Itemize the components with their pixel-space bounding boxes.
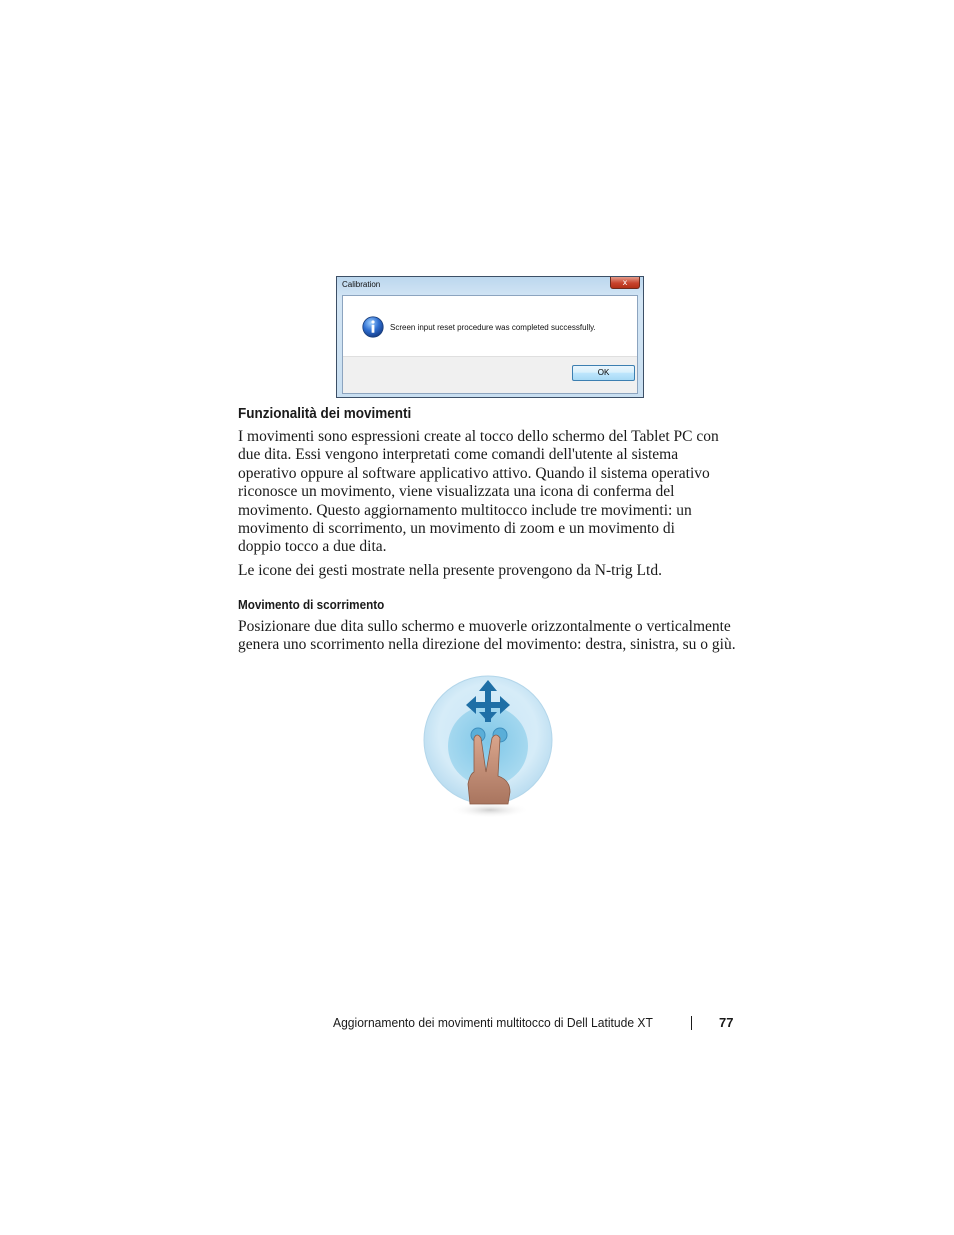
page-number: 77 xyxy=(719,1015,734,1030)
section-paragraph-1 xyxy=(238,428,748,557)
footer-title: Aggiornamento dei movimenti multitocco di Dell Latitude XT xyxy=(333,1015,653,1030)
section-heading: Funzionalità dei movimenti xyxy=(238,405,412,422)
ok-button[interactable]: OK xyxy=(572,365,635,381)
close-button[interactable]: x xyxy=(610,277,640,289)
dialog-button-bar xyxy=(343,356,637,393)
paragraph-line: genera uno scorrimento nella direzione del movimento: destra, sinistra, su o giù. xyxy=(238,636,736,654)
subsection-heading: Movimento di scorrimento xyxy=(238,597,385,612)
paragraph-line: operativo oppure al software applicativo attivo. Quando il sistema operativo xyxy=(238,464,710,482)
section-paragraph-2 xyxy=(238,562,748,580)
paragraph-line: doppio tocco a due dita. xyxy=(238,538,387,556)
two-finger-pan-icon xyxy=(418,672,558,820)
paragraph-line: I movimenti sono espressioni create al tocco dello schermo del Tablet PC con xyxy=(238,428,719,445)
paragraph-line: Posizionare due dita sullo schermo e muoverle orizzontalmente o verticalmente xyxy=(238,618,731,635)
calibration-dialog xyxy=(336,276,644,398)
dialog-title: Calibration xyxy=(342,280,381,289)
dialog-message: Screen input reset procedure was completed successfully. xyxy=(390,323,596,332)
paragraph-line: due dita. Essi vengono interpretati come comandi dell'utente al sistema xyxy=(238,446,679,464)
dialog-client-area xyxy=(342,295,638,394)
paragraph-line: movimento di scorrimento, un movimento di zoom e un movimento di xyxy=(238,520,675,538)
paragraph-line: Le icone dei gesti mostrate nella presente provengono da N-trig Ltd. xyxy=(238,562,662,579)
footer-separator xyxy=(691,1016,692,1030)
subsection-paragraph xyxy=(238,618,748,655)
dialog-titlebar xyxy=(337,277,643,295)
paragraph-line: movimento. Questo aggiornamento multitocco include tre movimenti: un xyxy=(238,501,692,519)
info-icon xyxy=(362,316,384,338)
paragraph-line: riconosce un movimento, viene visualizzata una icona di conferma del xyxy=(238,483,675,501)
